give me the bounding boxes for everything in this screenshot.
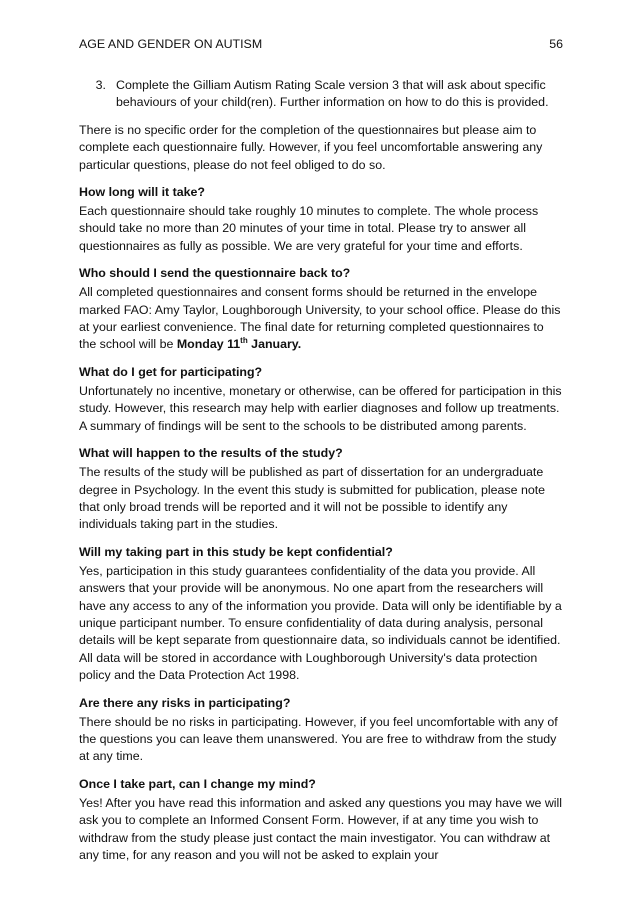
intro-paragraph: There is no specific order for the completion of the questionnaires but please aim to complete each questionnaire fully. However, if you feel uncomfortable answering any particular questions, please do not feel obliged to do so. xyxy=(79,122,543,172)
page-number: 56 xyxy=(549,37,563,51)
section-body-confidential: Yes, participation in this study guarantees confidentiality of the data you provide. All answers that your provide will be anonymous. No one apart from the researchers will have any access to any of the information you provide. Data will only be identifiable by a unique participant number. To ensure confidentiality of data during analysis, personal details will be kept separate from questionnaire data, so individuals cannot be identified. All data will be stored in accordance with Loughborough University's data protection policy and the Data Protection Act 1998. xyxy=(79,563,562,683)
section-heading-return: Who should I send the questionnaire back to? xyxy=(79,266,351,281)
section-body-withdraw: Yes! After you have read this information and asked any questions you may have we will ask you to complete an Informed Consent Form. However, if at any time you wish to withdraw from the study please just contact the main investigator. You can withdraw at any time, for any reason and you will not be asked to explain your xyxy=(79,795,563,862)
list-item-text: Complete the Gilliam Autism Rating Scale version 3 that will ask about specific behaviours of your child(ren). Further information on how to do this is provided. xyxy=(116,78,549,110)
section-body-incentive: Unfortunately no incentive, monetary or otherwise, can be offered for participation in this study. However, this research may help with earlier diagnoses and follow up treatments. A summary of findings will be sent to the schools to be distributed among parents. xyxy=(79,383,562,433)
section-heading-duration: How long will it take? xyxy=(79,185,205,200)
section-body-risks: There should be no risks in participating. However, if you feel uncomfortable with any of the questions you can leave them unanswered. You are free to withdraw from the study at any time. xyxy=(79,714,558,764)
header-title: AGE AND GENDER ON AUTISM xyxy=(79,37,263,51)
running-header xyxy=(79,36,563,52)
return-deadline: Monday 11th January. xyxy=(176,336,302,352)
section-heading-withdraw: Once I take part, can I change my mind? xyxy=(79,776,316,791)
section-heading-risks: Are there any risks in participating? xyxy=(79,695,291,710)
section-body-return xyxy=(79,284,563,354)
section-heading-results: What will happen to the results of the study? xyxy=(79,446,343,461)
return-text: All completed questionnaires and consent forms should be returned in the envelope marked FAO: Amy Taylor, Loughborough University, to your school office. Please do this at your earliest convenience. The final date for returning completed questionnaires to the school will be xyxy=(79,285,561,352)
list-item-number: 3. xyxy=(95,78,106,92)
section-body-duration: Each questionnaire should take roughly 10 minutes to complete. The whole process should take no more than 20 minutes of your time in total. Please try to answer all questionnaires as fully as possible. We are very grateful for your time and efforts. xyxy=(79,204,539,253)
list-item-3 xyxy=(79,77,563,112)
section-heading-confidential: Will my taking part in this study be kept confidential? xyxy=(79,544,393,559)
section-heading-incentive: What do I get for participating? xyxy=(79,364,263,379)
document-page xyxy=(79,36,563,874)
section-body-results: The results of the study will be published as part of dissertation for an undergraduate degree in Psychology. In the event this study is submitted for publication, please note that only broad trends will be reported and it will not be possible to identify any individuals taking part in the studies. xyxy=(79,465,546,532)
